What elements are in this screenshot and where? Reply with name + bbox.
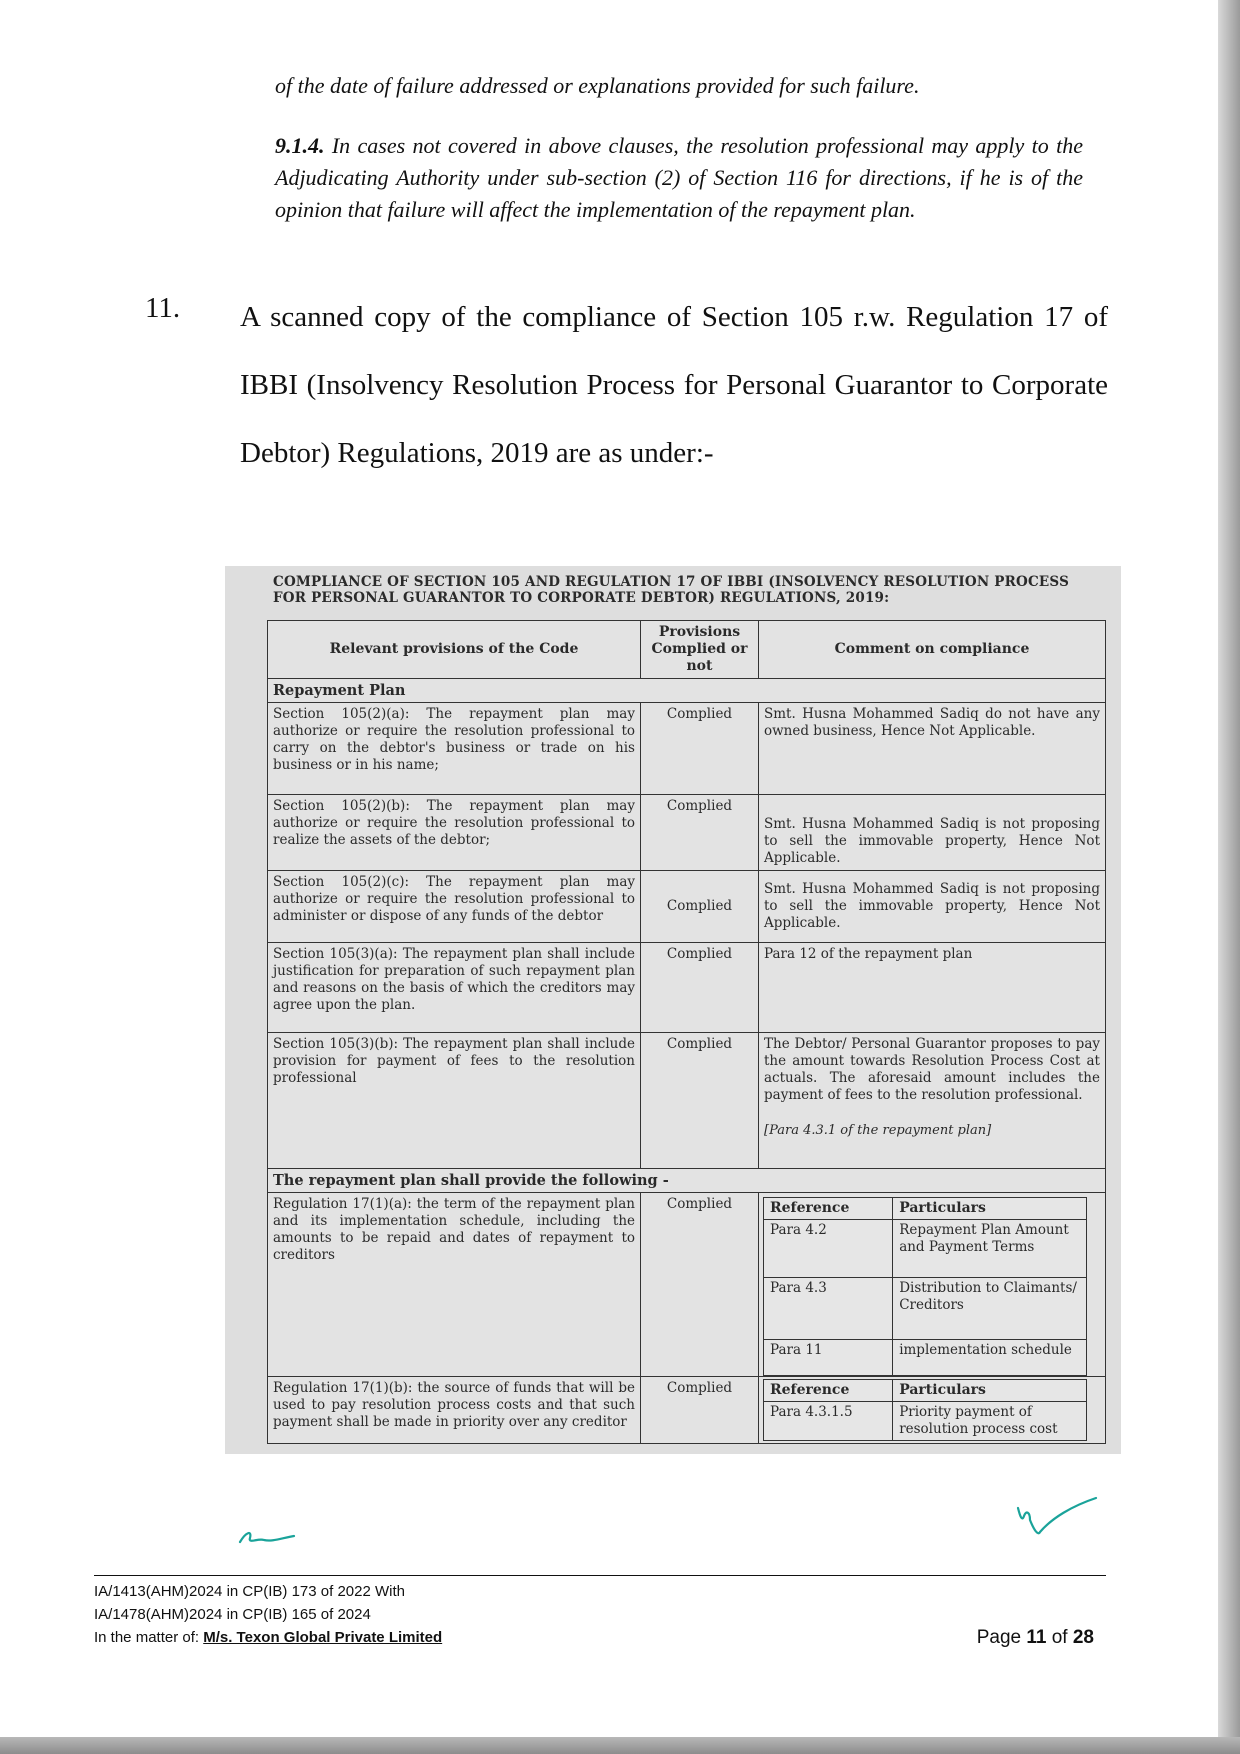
reference-row <box>764 1340 1087 1376</box>
page-number <box>977 1626 1094 1649</box>
section-heading: Repayment Plan <box>268 679 1106 703</box>
quoted-text-line: of the date of failure addressed or explanations provided for such failure. <box>275 73 920 98</box>
compliance-table <box>267 620 1106 1444</box>
signature-left <box>236 1522 300 1552</box>
comment-cell: Smt. Husna Mohammed Sadiq is not proposing to sell the immovable property, Hence Not Applicable. <box>759 871 1106 943</box>
section-row <box>268 1169 1106 1193</box>
quoted-clause <box>275 130 1083 226</box>
particulars-header: Particulars <box>893 1380 1087 1402</box>
page-prefix: Page <box>976 1627 1027 1648</box>
header-provision: Relevant provisions of the Code <box>268 621 641 679</box>
provision-cell: Regulation 17(1)(a): the term of the repayment plan and its implementation schedule, including the amounts to be repaid and dates of repayment to creditors <box>268 1193 641 1377</box>
provision-cell: Section 105(2)(c): The repayment plan may authorize or require the resolution professional to administer or dispose of any funds of the debtor <box>268 871 641 943</box>
page-current: 11 <box>1026 1627 1047 1648</box>
reference-table <box>763 1197 1087 1376</box>
reference-cell: Para 11 <box>764 1340 893 1376</box>
reference-header: Reference <box>764 1380 893 1402</box>
status-cell: Complied <box>641 943 759 1033</box>
particulars-cell: Priority payment of resolution process cost <box>893 1402 1087 1441</box>
status-cell: Complied <box>641 795 759 871</box>
paragraph-text: A scanned copy of the compliance of Section 105 r.w. Regulation 17 of IBBI (Insolvency Resolution Process for Personal Guarantor to Corporate Debtor) Regulations, 2019 are as under:- <box>240 301 1108 469</box>
signature-right <box>1012 1494 1102 1550</box>
case-reference-line: IA/1413(AHM)2024 in CP(IB) 173 of 2022 With <box>94 1583 405 1600</box>
section-heading: The repayment plan shall provide the following - <box>268 1169 1106 1193</box>
table-row <box>268 943 1106 1033</box>
table-row <box>268 1193 1106 1377</box>
table-header-row <box>268 621 1106 679</box>
clause-number: 9.1.4. <box>275 133 325 158</box>
status-cell: Complied <box>641 1193 759 1377</box>
status-cell: Complied <box>641 871 759 943</box>
status-cell: Complied <box>641 703 759 795</box>
comment-note: [Para 4.3.1 of the repayment plan] <box>764 1123 992 1138</box>
reference-header-row <box>764 1380 1087 1402</box>
reference-cell: Para 4.2 <box>764 1220 893 1278</box>
page-of: of <box>1046 1627 1073 1648</box>
matter-name: M/s. Texon Global Private Limited <box>203 1629 443 1646</box>
comment-cell <box>759 1193 1106 1377</box>
provision-cell: Section 105(2)(b): The repayment plan may authorize or require the resolution professional to realize the assets of the debtor; <box>268 795 641 871</box>
case-reference-line: IA/1478(AHM)2024 in CP(IB) 165 of 2024 <box>94 1606 371 1623</box>
particulars-cell: implementation schedule <box>893 1340 1087 1376</box>
provision-cell: Section 105(2)(a): The repayment plan may authorize or require the resolution professional to carry on the debtor's business or trade on his business or in his name; <box>268 703 641 795</box>
reference-cell: Para 4.3.1.5 <box>764 1402 893 1441</box>
matter-prefix: In the matter of: <box>94 1629 204 1646</box>
clause-text: In cases not covered in above clauses, the resolution professional may apply to the Adjudicating Authority under sub-section (2) of Section 116 for directions, if he is of the opinion that failure will affect the implementation of the repayment plan. <box>275 133 1083 222</box>
table-row <box>268 795 1106 871</box>
table-row <box>268 1377 1106 1444</box>
comment-cell: Para 12 of the repayment plan <box>759 943 1106 1033</box>
table-row <box>268 1033 1106 1169</box>
reference-row <box>764 1278 1087 1340</box>
paragraph-number: 11. <box>145 292 181 324</box>
provision-cell: Section 105(3)(a): The repayment plan shall include justification for preparation of such repayment plan and reasons on the basis of which the creditors may agree upon the plan. <box>268 943 641 1033</box>
particulars-cell: Repayment Plan Amount and Payment Terms <box>893 1220 1087 1278</box>
particulars-cell: Distribution to Claimants/ Creditors <box>893 1278 1087 1340</box>
comment-text: Smt. Husna Mohammed Sadiq is not proposing to sell the immovable property, Hence Not Applicable. <box>764 816 1100 866</box>
particulars-header: Particulars <box>893 1198 1087 1220</box>
footer-divider <box>94 1575 1106 1576</box>
comment-cell: Smt. Husna Mohammed Sadiq do not have any owned business, Hence Not Applicable. <box>759 703 1106 795</box>
scan-title: COMPLIANCE OF SECTION 105 AND REGULATION 17 OF IBBI (INSOLVENCY RESOLUTION PROCESS FOR PERSONAL GUARANTOR TO CORPORATE DEBTOR) REGULATIONS, 2019: <box>273 574 1070 606</box>
header-comment: Comment on compliance <box>759 621 1106 679</box>
scanner-bottom-band <box>0 1737 1240 1754</box>
comment-text: The Debtor/ Personal Guarantor proposes to pay the amount towards Resolution Process Cost at actuals. The aforesaid amount includes the payment of fees to the resolution professional. <box>764 1036 1100 1103</box>
table-row <box>268 871 1106 943</box>
reference-header: Reference <box>764 1198 893 1220</box>
scanner-page-edge <box>1218 0 1240 1754</box>
reference-row <box>764 1220 1087 1278</box>
scanned-compliance-table <box>225 566 1121 1454</box>
matter-line <box>94 1626 1094 1649</box>
reference-header-row <box>764 1198 1087 1220</box>
provision-cell: Section 105(3)(b): The repayment plan shall include provision for payment of fees to the resolution professional <box>268 1033 641 1169</box>
footer <box>94 1580 1094 1649</box>
section-row <box>268 679 1106 703</box>
status-cell: Complied <box>641 1377 759 1444</box>
reference-cell: Para 4.3 <box>764 1278 893 1340</box>
page-total: 28 <box>1072 1627 1094 1648</box>
reference-row <box>764 1402 1087 1441</box>
table-row <box>268 703 1106 795</box>
header-complied: Provisions Complied or not <box>641 621 759 679</box>
comment-cell <box>759 1377 1106 1444</box>
comment-cell <box>759 1033 1106 1169</box>
comment-cell <box>759 795 1106 871</box>
status-cell: Complied <box>641 1033 759 1169</box>
reference-table <box>763 1379 1087 1441</box>
provision-cell: Regulation 17(1)(b): the source of funds that will be used to pay resolution process costs and that such payment shall be made in priority over any creditor <box>268 1377 641 1444</box>
